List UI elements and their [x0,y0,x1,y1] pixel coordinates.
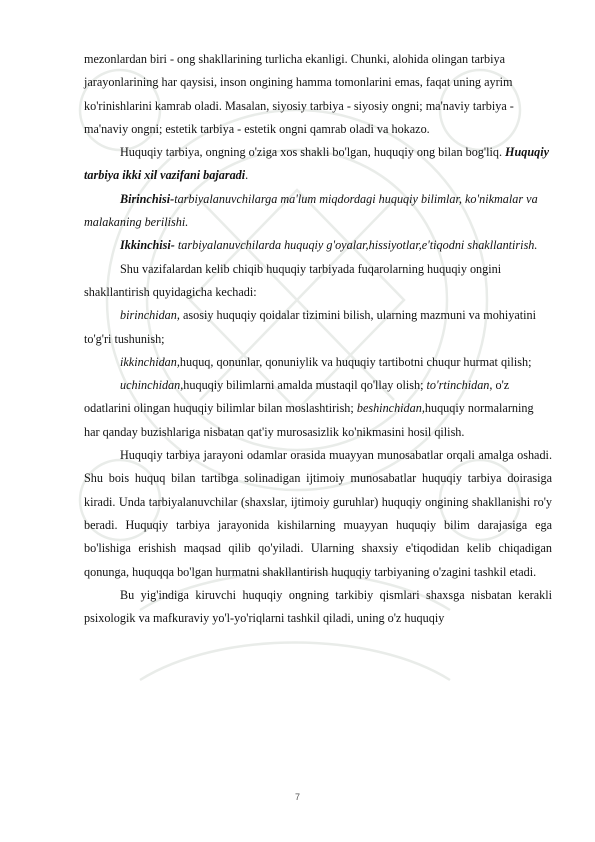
paragraph-7-label: ikkinchidan, [120,354,180,369]
paragraph-4 [84,234,552,257]
paragraph-5: Shu vazifalardan kelib chiqib huquqiy tarbiyada fuqarolarning huquqiy ongini shakllantirish quyidagicha kechadi: [84,261,502,299]
page-number: 7 [294,792,300,802]
document-body [84,48,552,630]
paragraph-8-text-3: huquqiy normalarning har qanday buzishlariga nisbatan qat'iy murosasizlik ko'nikmasini hosil qilish. [84,401,534,439]
paragraph-8-text-2: , o'z odatlarini olingan huquqiy bilimlar bilan moslashtirish; [84,378,510,416]
paragraph-8-label-2: to'rtinchidan [426,378,490,393]
paragraph-6-label: birinchidan, [120,308,180,323]
paragraph-8-label-3: beshinchidan, [356,401,425,416]
paragraph-2-end: . [245,168,249,183]
paragraph-9: Huquqiy tarbiya jarayoni odamlar orasida muayyan munosabatlar orqali amalga oshadi. Shu bois huquq bilan tartibga solinadigan ijtimoiy munosabatlar huquqiy tarbiya doirasiga kiradi. Unda tarbiyalanuvchilar (shaxslar, ijtimoiy guruhlar) huquqiy ongining shakllanishi ro'y beradi. Huquqiy tarbiya jarayonida kishilarning muayyan huquqiy bilim darajasiga ega bo'lishiga erishish maqsad qilib qo'yiladi. Ularning shaxsiy e'tiqodidan kelib chiqadigan qonunga, huquqqa bo'lgan hurmatni shakllantirish huquqiy tarbiyaning o'zagini tashkil etadi. [84,448,552,579]
paragraph-2 [84,141,552,188]
paragraph-8-text-1: huquqiy bilimlarni amalda mustaqil qo'llay olish; [183,378,427,393]
paragraph-8-label-1: uchinchidan, [120,378,184,393]
paragraph-3-text: tarbiyalanuvchilarga ma'lum miqdordagi huquqiy bilimlar, ko'nikmalar va malakaning berilishi. [84,191,538,230]
paragraph-6 [84,304,552,351]
paragraph-4-text: tarbiyalanuvchilarda huquqiy g'oyalar,hissiyotlar,e'tiqodni shakllantirish. [174,238,538,253]
paragraph-1: mezonlardan biri - ong shakllarining turlicha ekanligi. Chunki, alohida olingan tarbiya jarayonlarining har qaysisi, inson ongining hamma tomonlarini emas, faqat uning ayrim ko'rinishlarini kamrab oladi. Masalan, siyosiy tarbiya - siyosiy ongni; ma'naviy tarbiya - ma'naviy ongni; estetik tarbiya - estetik ongni qamrab oladi va hokazo. [84,52,514,136]
paragraph-2-text: Huquqiy tarbiya, ongning o'ziga xos shakli bo'lgan, huquqiy ong bilan bog'liq. [120,145,506,160]
paragraph-6-text: asosiy huquqiy qoidalar tizimini bilish, ularning mazmuni va mohiyatini to'g'ri tushunish; [84,308,537,346]
paragraph-7 [84,351,552,374]
paragraph-7-text: huquq, qonunlar, qonuniylik va huquqiy tartibotni chuqur hurmat qilish; [179,354,532,369]
paragraph-8 [84,374,552,444]
paragraph-4-label: Ikkinchisi- [120,238,175,253]
paragraph-2-emphasis: Huquqiy tarbiya ikki xil vazifani bajaradi [84,145,550,183]
paragraph-3-label: Birinchisi- [120,191,175,206]
paragraph-10: Bu yig'indiga kiruvchi huquqiy ongning tarkibiy qismlari shaxsga nisbatan kerakli psixologik va mafkuraviy yo'l-yo'riqlarni tashkil qiladi, uning o'z huquqiy [84,587,552,626]
paragraph-3 [84,188,552,235]
